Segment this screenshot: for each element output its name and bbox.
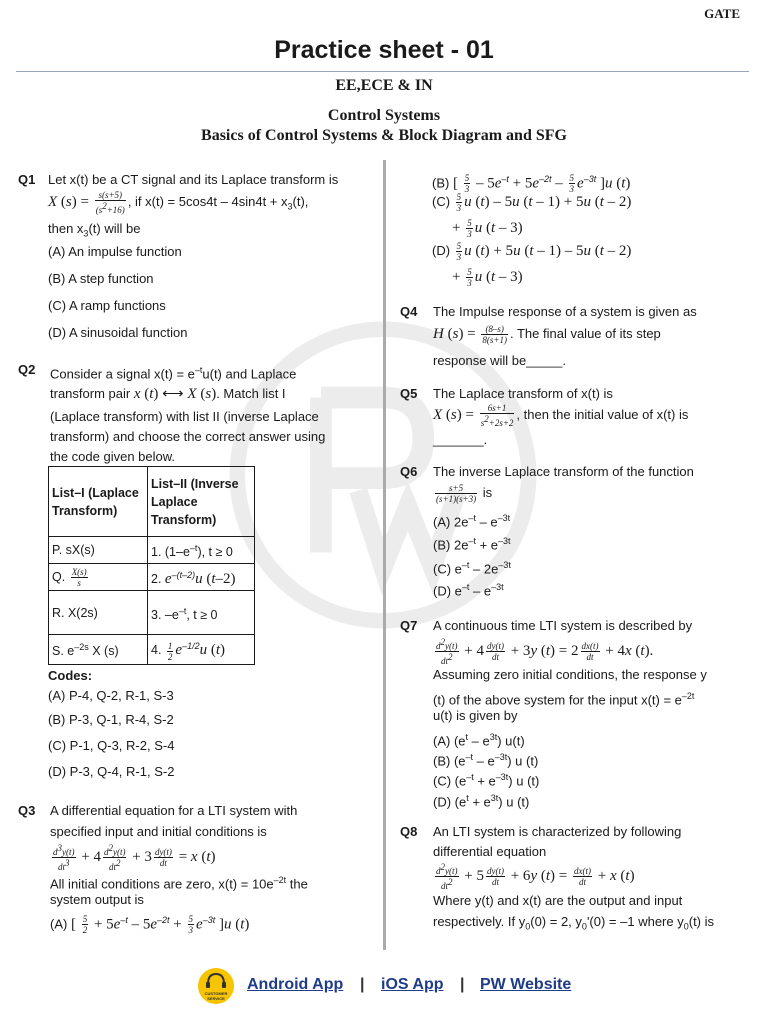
option: + $\frac{5}{3}$ u (t – 3) [452,267,523,289]
question-number: Q8 [400,824,418,839]
question-text: H (s) = $\frac{(8-s)}{8(s+1)}$ . The final value of its step [433,324,661,346]
option: (A) P-4, Q-2, R-1, S-3 [48,688,174,703]
option: (B) $2e^{-t} + e^{-3t}$ [433,536,511,553]
question-text: X (s) = $\frac{6s+1}{s^2+2s+2}$ , then the initial value of x(t) is [433,403,689,428]
option: (D) A sinusoidal function [48,325,188,340]
question-text: Let x(t) be a CT signal and its Laplace transform is [48,172,339,187]
option: (C) $(e^{-t} + e^{-3t})$ u (t) [433,772,540,789]
exam-tag: GATE [704,6,740,21]
question-text: $\frac{s+5}{(s+1)(s+3)}$ is [436,483,493,505]
question-text: A differential equation for a LTI system with [50,803,298,818]
table-cell: 4. $\frac{1}{2}$ $e^{-1/2}u$ (t) [148,635,255,664]
option: (C) A ramp functions [48,298,166,313]
customer-service-logo[interactable] [198,968,234,1004]
question-number: Q6 [400,464,418,479]
question-text: Consider a signal $x(t) = e^{-t}u(t)$ and Laplace [50,365,297,382]
question-text: differential equation [433,844,547,859]
option: (B) [ $\frac{5}{3}$ – $5e^{-t} + 5e^{-2t}$ – $\frac{5}{3}$ $e^{-3t}$ ]u (t) [432,173,631,195]
streams-heading: EE,ECE & IN [335,77,433,94]
question-text: A continuous time LTI system is described by [433,618,693,633]
option: (A) $2e^{-t} - e^{-3t}$ [433,513,511,530]
question-text: The inverse Laplace transform of the function [433,464,694,479]
topic-heading: Basics of Control Systems & Block Diagram and SFG [201,127,567,144]
android-app-link[interactable]: Android App [247,976,344,993]
question-text: the code given below. [50,449,176,464]
option: (D) P-3, Q-4, R-1, S-2 [48,764,175,779]
logo-text: CUSTOMER SERVICE [204,991,228,1001]
option: + $\frac{5}{3}$ u (t – 3) [452,218,523,240]
question-text: response will be_____. [433,353,566,368]
option: (D) $e^{-t} - e^{-3t}$ [433,582,504,599]
option: (B) A step function [48,271,154,286]
question-number: Q4 [400,304,418,319]
footer-separator: | [460,976,465,993]
question-text: then $x_3(t)$ will be [48,221,141,239]
footer-links [0,968,768,1004]
option: (D) $\frac{5}{3}$ u (t) + 5u (t – 1) – 5u (t – 2) [432,241,632,263]
table-header: List–I (Laplace Transform) [49,467,148,537]
question-text: specified input and initial conditions is [50,824,267,839]
question-text: _______. [433,432,488,447]
question-text: system output is [50,892,144,907]
question-text: (Laplace transform) with list II (inverse Laplace [50,409,319,424]
table-cell: Q. $\frac{X(s)}{s}$ [49,564,148,591]
codes-label: Codes: [48,668,93,683]
title-rule [16,71,749,72]
question-text: transform pair x (t) ⟷ X (s). Match list I [50,386,286,402]
option: (C) $\frac{5}{3}$ u (t) – 5u (t – 1) + 5u (t – 2) [432,192,632,214]
option: (A) An impulse function [48,244,182,259]
table-cell: 3. $-e^{-t}$, t ≥ 0 [148,591,255,635]
option: (B) $(e^{-t} - e^{-3t})$ u (t) [433,752,539,769]
question-number: Q5 [400,386,418,401]
table-cell: 1. $(1-e^{-t})$, t ≥ 0 [148,537,255,564]
question-text: An LTI system is characterized by following [433,824,682,839]
question-text: Assuming zero initial conditions, the response y [433,667,707,682]
page-title: Practice sheet - 01 [274,36,494,64]
subject-heading: Control Systems [327,107,441,124]
table-cell: 2. $e^{-(t-2)}u$ (t–2) [148,564,255,591]
pw-website-link[interactable]: PW Website [480,976,572,993]
table-header: List–II (Inverse Laplace Transform) [148,467,255,537]
ios-app-link[interactable]: iOS App [381,976,444,993]
option: (C) P-1, Q-3, R-2, S-4 [48,738,175,753]
table-cell: S. $e^{-2s}$ X (s) [49,635,148,664]
option: (A) [ $\frac{5}{2}$ + $5e^{-t} - 5e^{-2t}$ + $\frac{5}{3}$ $e^{-3t}$ ]u (t) [50,914,250,936]
question-text: u(t) is given by [433,708,518,723]
equation: $\frac{d^3y(t)}{dt^3}$ + 4 $\frac{d^2y(t)}{dt^2}$ + 3 $\frac{dy(t)}{dt}$ = x (t) [53,843,216,872]
equation: $\frac{d^2y(t)}{dt^2}$ + 5 $\frac{dy(t)}{dt}$ + 6y (t) = $\frac{dx(t)}{dt}$ + x (t) [436,862,635,891]
question-text: transform) and choose the correct answer using [50,429,326,444]
option: (D) $(e^t + e^{3t})$ u (t) [433,793,530,810]
column-divider [383,160,386,950]
question-number: Q3 [18,803,36,818]
table-cell: R. X(2s) [49,591,148,635]
question-text: (t) of the above system for the input $x(t) = e^{-2t}$ [433,691,695,708]
question-text: X (s) = $\frac{s(s+5)}{(s^2+16)}$ , if $x(t) = 5\cos 4t - 4\sin 4t + x_3(t)$, [48,190,309,215]
table-cell: P. sX(s) [49,537,148,564]
question-number: Q1 [18,172,36,187]
question-number: Q2 [18,362,36,377]
footer-separator: | [360,976,365,993]
equation: $\frac{d^2y(t)}{dt^2}$ + 4 $\frac{dy(t)}{dt}$ + 3y (t) = 2 $\frac{dx(t)}{dt}$ + 4x (t). [436,637,654,666]
match-table [48,466,255,665]
option: (B) P-3, Q-1, R-4, S-2 [48,712,174,727]
headset-icon [198,968,234,992]
question-text: The Impulse response of a system is given as [433,304,697,319]
question-text: respectively. If $y_0(0) = 2$, $y_0'(0) = -1$ where $y_0(t)$ is [433,914,715,932]
question-text: All initial conditions are zero, $x(t) = 10e^{-2t}$ the [50,875,308,892]
option: (C) $e^{-t} - 2e^{-3t}$ [433,560,511,577]
question-text: Where y(t) and x(t) are the output and input [433,893,683,908]
question-text: The Laplace transform of x(t) is [433,386,613,401]
option: (A) $(e^t - e^{3t})$ u(t) [433,732,525,749]
question-number: Q7 [400,618,418,633]
